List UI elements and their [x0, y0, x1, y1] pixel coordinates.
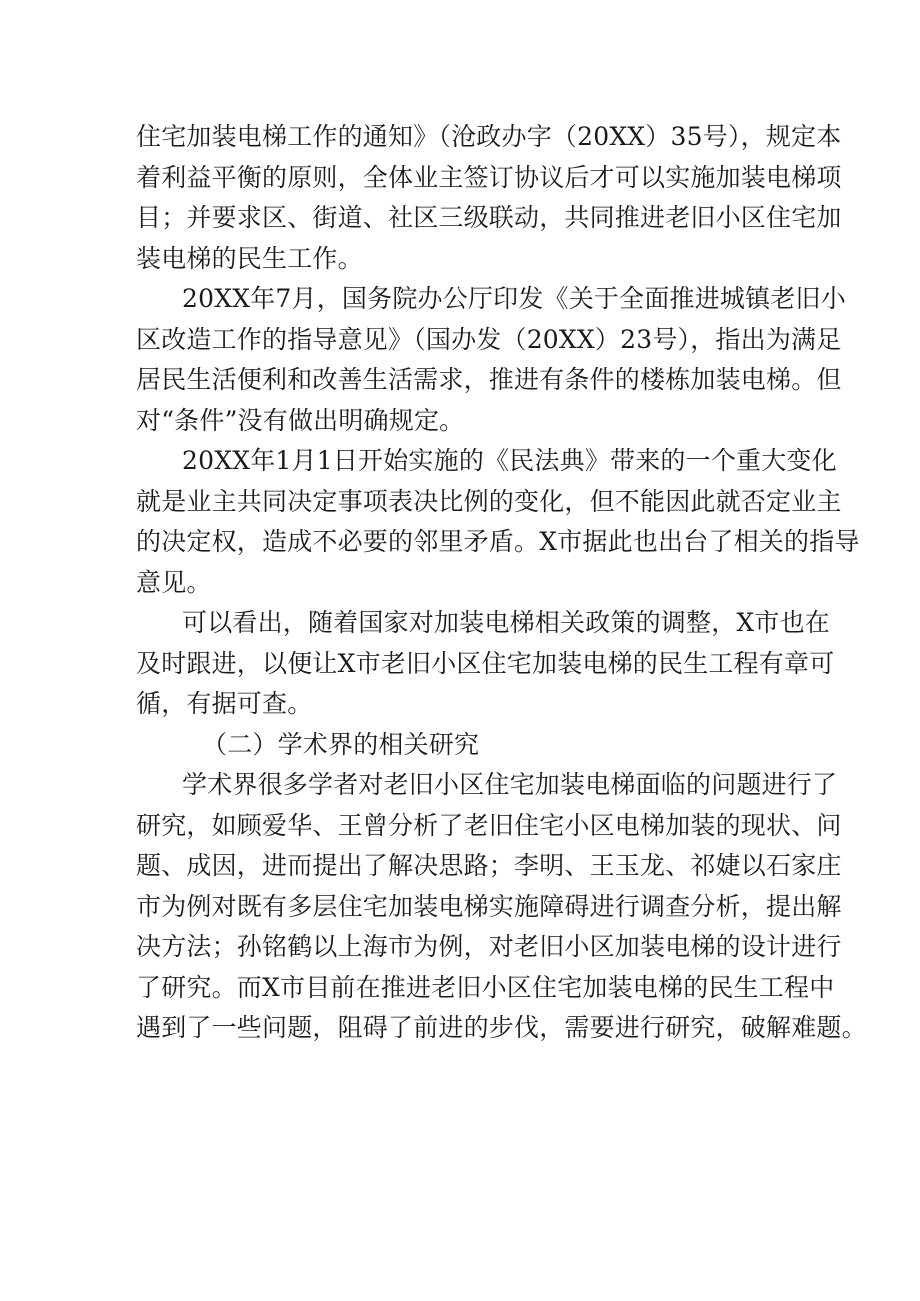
text-line: 装电梯的民生工作。	[136, 243, 363, 273]
text-line: 20XX年1月1日开始实施的《民法典》带来的一个重大变化	[182, 446, 837, 475]
text-line: 题、成因，进而提出了解决思路；李明、王玉龙、祁婕以石家庄	[136, 851, 842, 880]
text-line: 对“条件”没有做出明确规定。	[136, 405, 465, 435]
text-line: 目；并要求区、街道、社区三级联动，共同推进老旧小区住宅加	[136, 203, 842, 232]
text-line: 了研究。而X市目前在推进老旧小区住宅加装电梯的民生工程中	[136, 972, 835, 1002]
text-line: 区改造工作的指导意见》（国办发（20XX）23号），指出为满足	[136, 324, 842, 354]
section-heading: （二）学术界的相关研究	[202, 729, 480, 759]
text-line: 20XX年7月，国务院办公厅印发《关于全面推进城镇老旧小	[182, 284, 846, 313]
text-line: 意见。	[136, 567, 212, 597]
paragraph-state-council	[136, 279, 846, 441]
text-line: 着利益平衡的原则，全体业主签订协议后才可以实施加装电梯项	[136, 162, 842, 192]
text-line: 循，有据可查。	[136, 689, 313, 718]
text-line: 市为例对既有多层住宅加装电梯实施障碍进行调查分析，提出解	[136, 891, 842, 921]
paragraph-civil-code	[136, 441, 860, 603]
text-line: 研究，如顾爱华、王曾分析了老旧住宅小区电梯加装的现状、问	[136, 810, 842, 840]
document-body	[136, 117, 867, 1049]
text-line: 的决定权，造成不必要的邻里矛盾。X市据此也出台了相关的指导	[136, 527, 860, 556]
text-line: 及时跟进，以便让X市老旧小区住宅加装电梯的民生工程有章可	[136, 648, 835, 678]
paragraph-conclusion	[136, 603, 835, 725]
text-line: 决方法；孙铭鹤以上海市为例，对老旧小区加装电梯的设计进行	[136, 932, 842, 961]
text-line: 就是业主共同决定事项表决比例的变化，但不能因此就否定业主	[136, 486, 842, 516]
text-line: 学术界很多学者对老旧小区住宅加装电梯面临的问题进行了	[182, 770, 838, 799]
text-line: 居民生活便利和改善生活需求，推进有条件的楼栋加装电梯。但	[136, 365, 842, 394]
paragraph-policy-cangzhou	[136, 117, 842, 279]
text-line: 住宅加装电梯工作的通知》（沧政办字（20XX）35号），规定本	[136, 122, 842, 151]
text-line: 可以看出，随着国家对加装电梯相关政策的调整，X市也在	[182, 608, 831, 637]
text-line: 遇到了一些问题，阻碍了前进的步伐，需要进行研究，破解难题。	[136, 1013, 867, 1042]
paragraph-academic-research	[136, 765, 867, 1049]
